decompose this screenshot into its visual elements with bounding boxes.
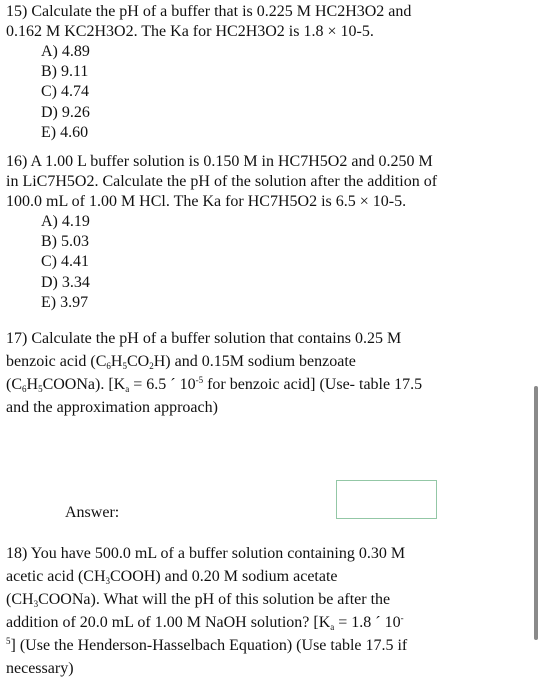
q15-option-a: A) 4.89	[41, 43, 90, 60]
q18-line4: addition of 20.0 mL of 1.00 M NaOH solution? [$K_a = 1.8$ ´ 10-	[6, 613, 404, 632]
q16-option-b: B) 5.03	[41, 233, 89, 251]
q16-option-d: D) 3.34	[41, 273, 90, 291]
q16-line1: 16) A 1.00 L buffer solution is 0.150 M in HC7H5O2 and 0.250 M	[6, 153, 433, 170]
q15-options	[41, 42, 476, 143]
q16-line3: 100.0 mL of 1.00 M HCl. The Ka for HC7H5O2 is 6.5 × 10-5.	[6, 193, 407, 210]
q15-option-c: C) 4.74	[41, 83, 89, 101]
q15-option-e: E) 4.60	[41, 123, 89, 141]
answer-label: Answer:	[65, 504, 120, 521]
q16-option-a: A) 4.19	[41, 213, 90, 230]
q16-option-e: E) 3.97	[41, 293, 89, 311]
q17-line3: $(C_6H_5COONa)$. [$K_a = 6.5$ ´ $10^{-5}$ for benzoic acid] (Use- table 17.5	[6, 375, 423, 394]
answer-input-box[interactable]	[336, 480, 437, 519]
question-16	[6, 152, 476, 313]
q15-option-d: D) 9.26	[41, 103, 90, 121]
q17-line2: benzoic acid $(C_6H_5CO_2H)$ and 0.15M sodium benzoate	[6, 353, 356, 371]
q15-line2: 0.162 M KC2H3O2. The Ka for HC2H3O2 is 1.8 × 10-5.	[6, 23, 374, 40]
question-18	[6, 542, 476, 680]
vertical-scrollbar[interactable]	[534, 386, 538, 640]
q16-line2: in LiC7H5O2. Calculate the pH of the solution after the addition of	[6, 173, 438, 190]
q18-line5: $^5$] (Use the Henderson-Hasselbach Equation) (Use table 17.5 if	[6, 636, 408, 654]
q15-option-b: B) 9.11	[41, 63, 89, 81]
q18-line3: $(CH_3COONa)$. What will the pH of this solution be after the	[6, 591, 391, 609]
question-17	[6, 327, 476, 419]
q17-line4: and the approximation approach)	[6, 399, 218, 416]
question-15	[6, 2, 476, 143]
q18-line6: necessary)	[6, 660, 74, 677]
q16-options	[41, 212, 476, 313]
q16-option-c: C) 4.41	[41, 253, 89, 271]
q18-line2: acetic acid $(CH_3COOH)$ and 0.20 M sodium acetate	[6, 568, 338, 586]
q17-line1: 17) Calculate the pH of a buffer solution that contains 0.25 M	[6, 330, 402, 347]
q18-line1: 18) You have 500.0 mL of a buffer solution containing 0.30 M	[6, 545, 406, 562]
q15-line1: 15) Calculate the pH of a buffer that is 0.225 M HC2H3O2 and	[6, 3, 412, 20]
